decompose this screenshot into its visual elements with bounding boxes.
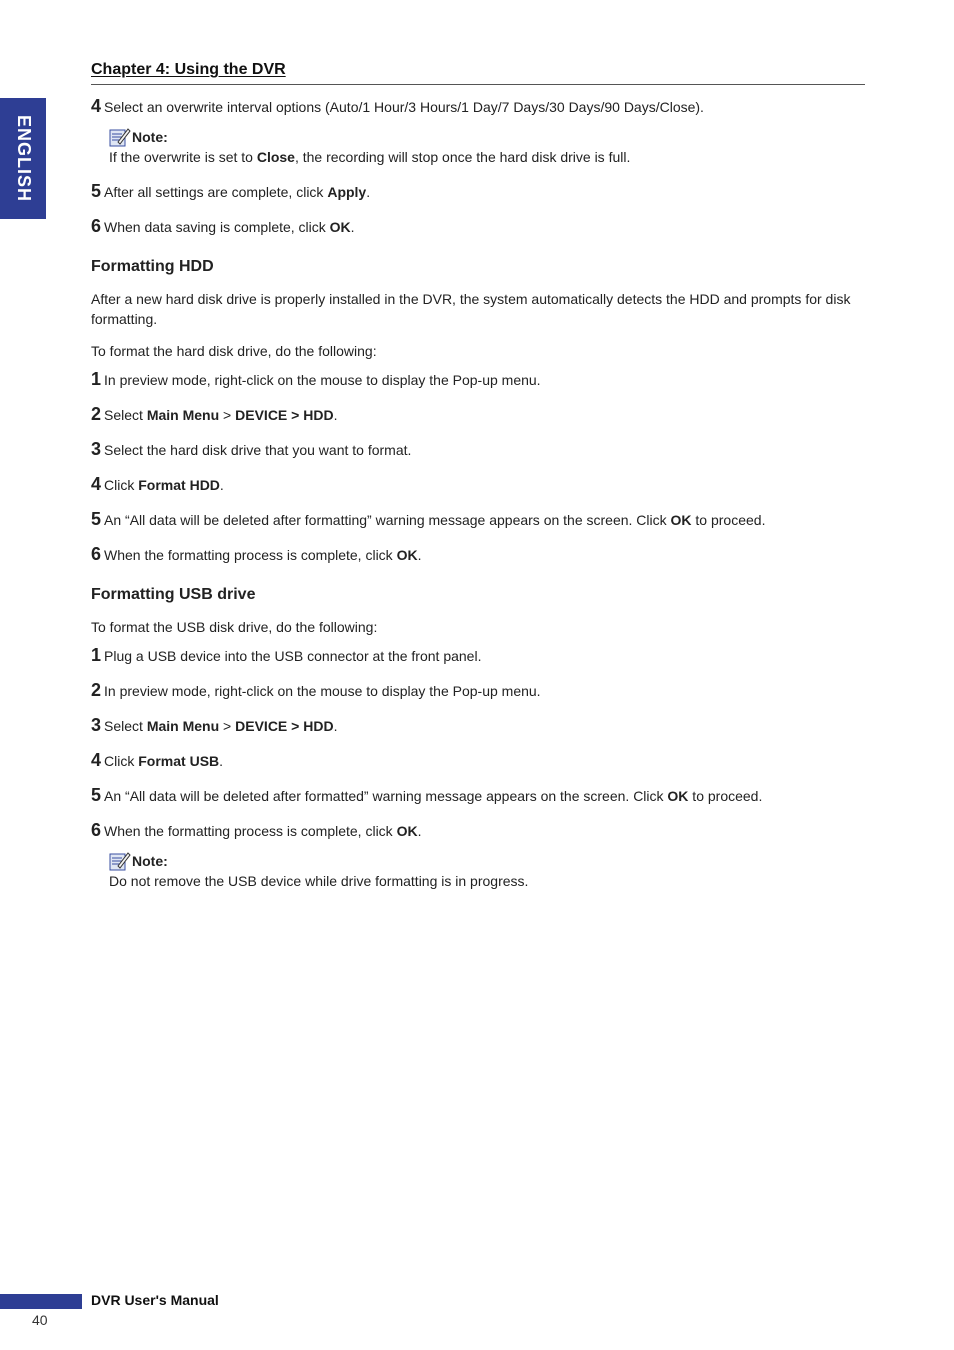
hdd-step: 5 An “All data will be deleted after formatting” warning message appears on the screen. Click OK to proceed. <box>91 509 766 529</box>
chapter-header <box>91 60 865 85</box>
section-heading-usb: Formatting USB drive <box>91 586 256 603</box>
step-number: 5 <box>91 181 102 201</box>
language-tab-label: ENGLISH <box>13 114 34 203</box>
hdd-intro: After a new hard disk drive is properly installed in the DVR, the system automatically detects the HDD and prompts for disk formatting. <box>91 291 851 327</box>
usb-lead: To format the USB disk drive, do the following: <box>91 619 378 635</box>
hdd-lead: To format the hard disk drive, do the following: <box>91 343 377 359</box>
note-pencil-icon <box>109 851 131 871</box>
step-overwrite-interval <box>91 96 865 117</box>
hdd-step: 6 When the formatting process is complete, click OK. <box>91 544 422 564</box>
usb-step: 6 When the formatting process is complete, click OK. <box>91 820 422 840</box>
note-label: Note: <box>132 853 168 869</box>
note-header <box>109 125 865 147</box>
usb-step: 4 Click Format USB. <box>91 750 224 770</box>
hdd-step: 3 Select the hard disk drive that you want to format. <box>91 439 412 459</box>
language-tab <box>0 98 46 219</box>
usb-step: 1 Plug a USB device into the USB connector at the front panel. <box>91 645 482 665</box>
hdd-step: 4 Click Format HDD. <box>91 474 224 494</box>
usb-step: 5 An “All data will be deleted after formatted” warning message appears on the screen. Click OK to proceed. <box>91 785 763 805</box>
usb-step: 2 In preview mode, right-click on the mouse to display the Pop-up menu. <box>91 680 541 700</box>
step-text: Select an overwrite interval options (Auto/1 Hour/3 Hours/1 Day/7 Days/30 Days/90 Days/Close). <box>104 99 704 115</box>
hdd-step: 1 In preview mode, right-click on the mouse to display the Pop-up menu. <box>91 369 541 389</box>
chapter-title: Chapter 4: Using the DVR <box>91 61 286 78</box>
note-header <box>109 849 865 871</box>
note-overwrite <box>109 125 865 167</box>
step-ok: 6 When data saving is complete, click OK. <box>91 216 355 236</box>
page-content <box>91 96 865 905</box>
step-number: 6 <box>91 216 102 236</box>
section-heading-hdd: Formatting HDD <box>91 258 214 275</box>
step-apply: 5 After all settings are complete, click Apply. <box>91 181 371 201</box>
step-number: 4 <box>91 96 102 116</box>
footer-accent-bar <box>0 1294 82 1309</box>
note-text: If the overwrite is set to Close, the recording will stop once the hard disk drive is full. <box>109 149 631 165</box>
page-number: 40 <box>32 1312 48 1328</box>
hdd-step: 2 Select Main Menu > DEVICE > HDD. <box>91 404 338 424</box>
note-pencil-icon <box>109 127 131 147</box>
usb-step: 3 Select Main Menu > DEVICE > HDD. <box>91 715 338 735</box>
note-text: Do not remove the USB device while drive formatting is in progress. <box>109 873 529 889</box>
footer-manual-title: DVR User's Manual <box>91 1292 219 1308</box>
note-label: Note: <box>132 129 168 145</box>
note-usb <box>109 849 865 891</box>
